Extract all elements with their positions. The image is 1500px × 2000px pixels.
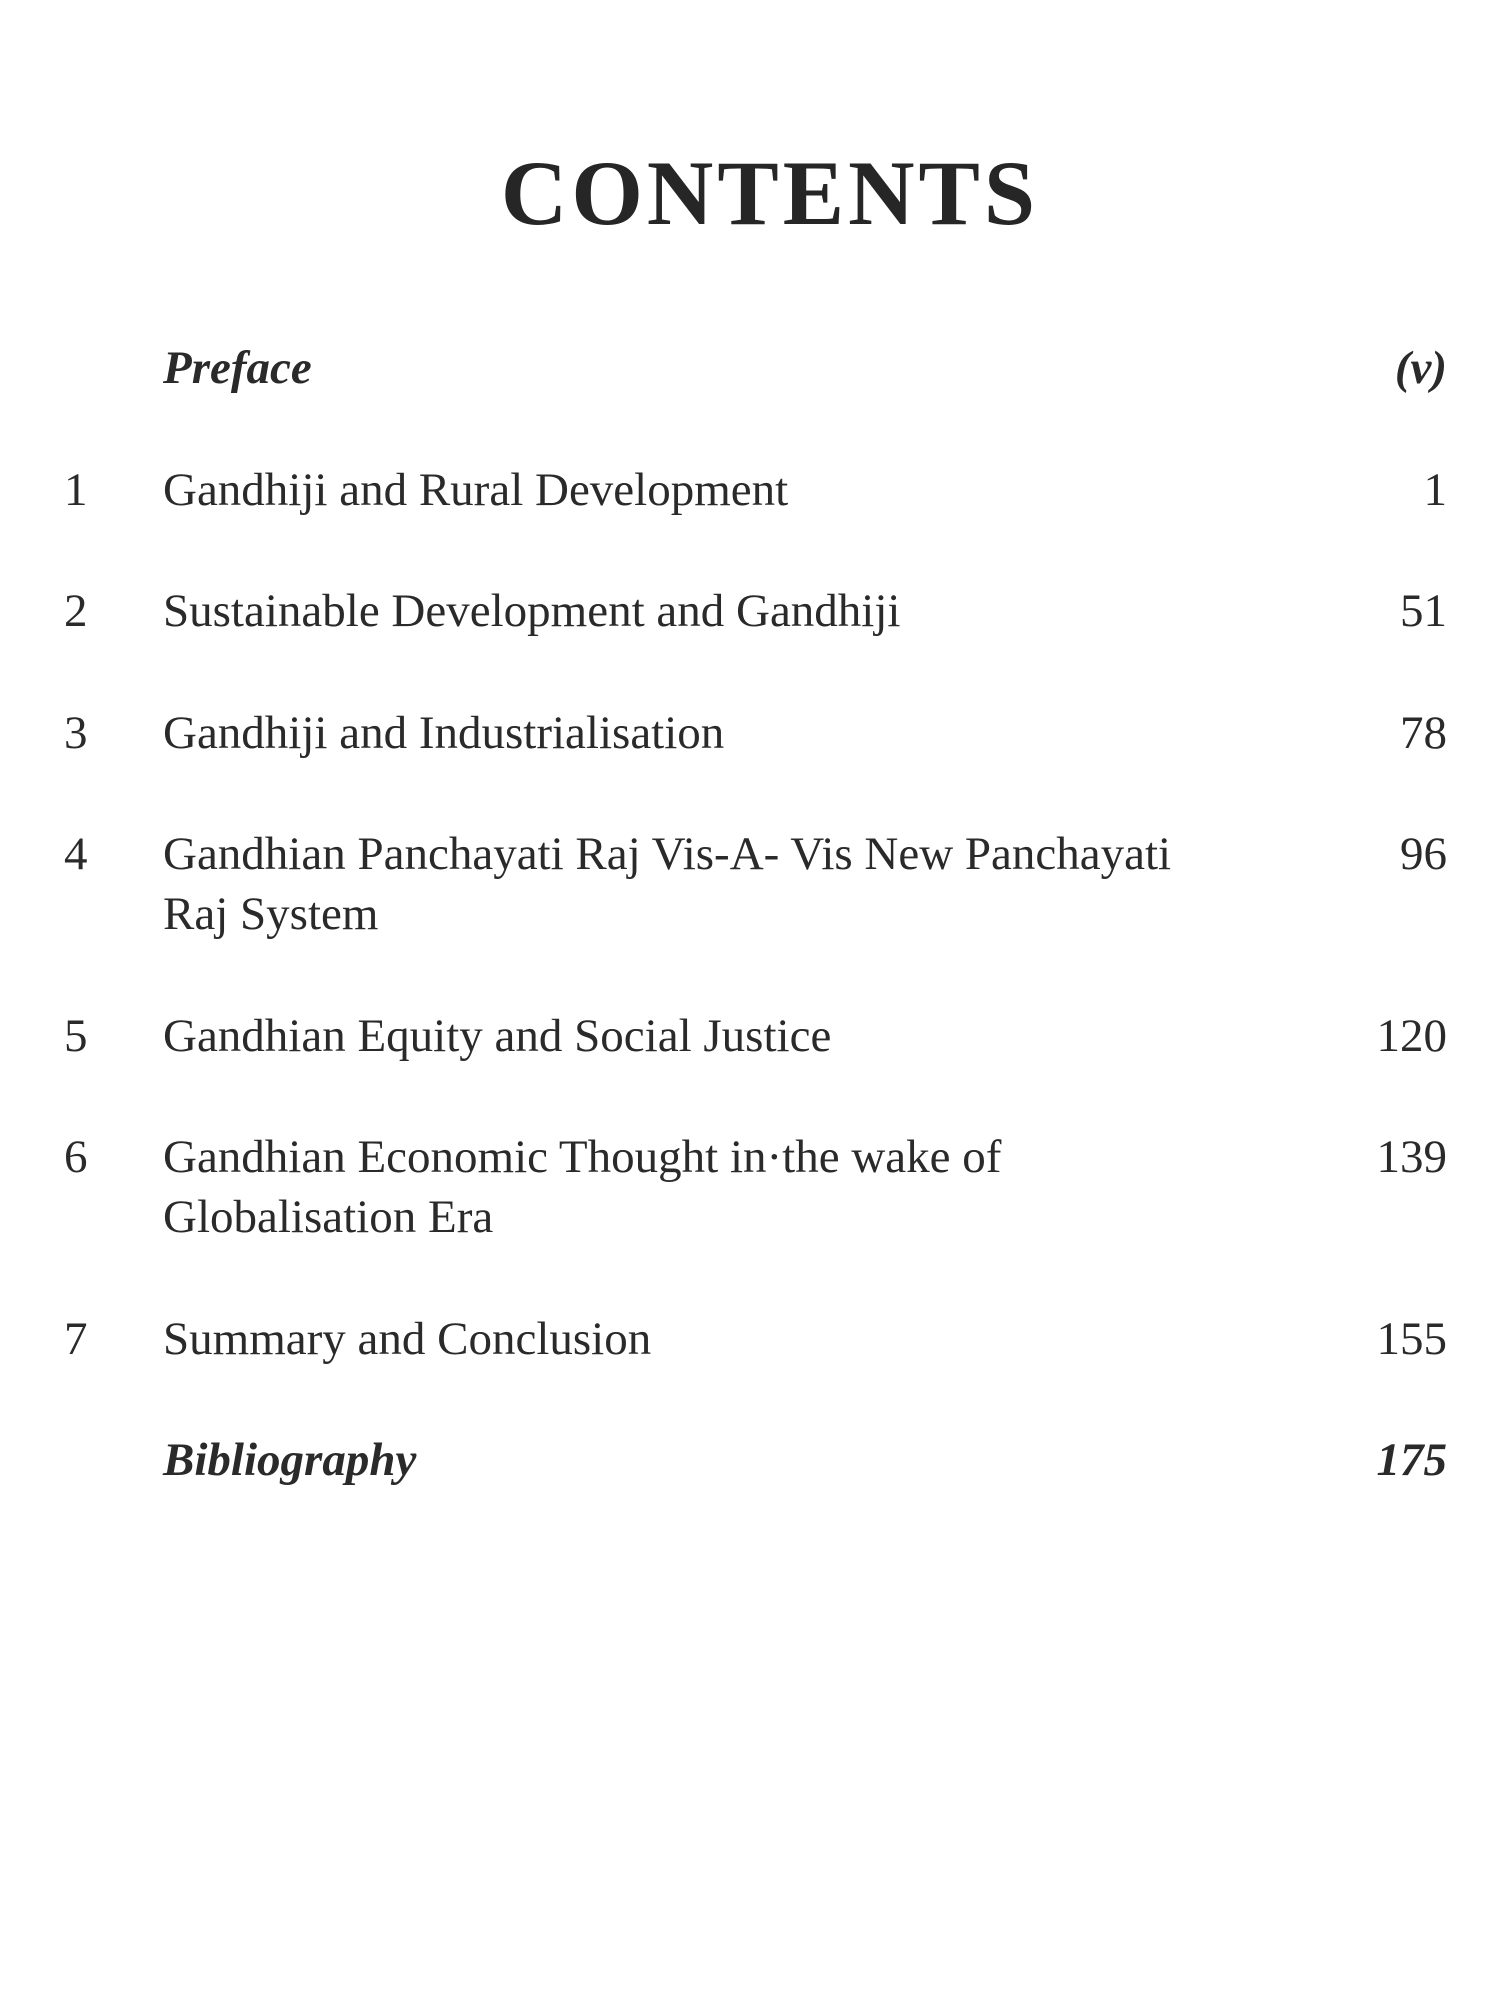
toc-entry-title: Gandhiji and Rural Development [163,464,789,516]
toc-entry-title [163,824,1313,944]
toc-entry-title-line: Gandhian Economic Thought in·the wake of [163,1131,1002,1183]
toc-entry-title: Gandhiji and Industrialisation [163,707,725,759]
toc-entry-title: Preface [163,342,312,394]
toc-entry-number: 5 [64,1010,88,1062]
toc-entry-page: 175 [1376,1434,1447,1486]
toc-entry-title: Gandhian Equity and Social Justice [163,1010,832,1062]
toc-entry-number: 7 [64,1313,88,1365]
toc-entry-number: 3 [64,707,88,759]
toc-entry-title-line: Raj System [163,888,379,940]
toc-entry-number: 2 [64,585,88,637]
toc-entry-title: Bibliography [163,1434,417,1486]
toc-entry-title [163,1127,1313,1247]
toc-entry-title: Sustainable Development and Gandhiji [163,585,901,637]
toc-entry-title-line: Gandhian Panchayati Raj Vis-A- Vis New Panchayati [163,828,1172,880]
toc-entry-page: 51 [1400,585,1447,637]
toc-entry-title-line: Globalisation Era [163,1191,494,1243]
toc-entry-page: 120 [1376,1010,1447,1062]
toc-entry-number: 4 [64,828,88,880]
toc-entry-number: 1 [64,464,88,516]
page-title: CONTENTS [500,142,1040,244]
toc-entry-page: 78 [1400,707,1447,759]
toc-entry-page: 1 [1423,464,1447,516]
toc-entry-title: Summary and Conclusion [163,1313,652,1365]
toc-entry-page: (v) [1394,342,1447,394]
toc-entry-number: 6 [64,1131,88,1183]
toc-entry-page: 96 [1400,828,1447,880]
toc-entry-page: 155 [1376,1313,1447,1365]
toc-entry-page: 139 [1376,1131,1447,1183]
